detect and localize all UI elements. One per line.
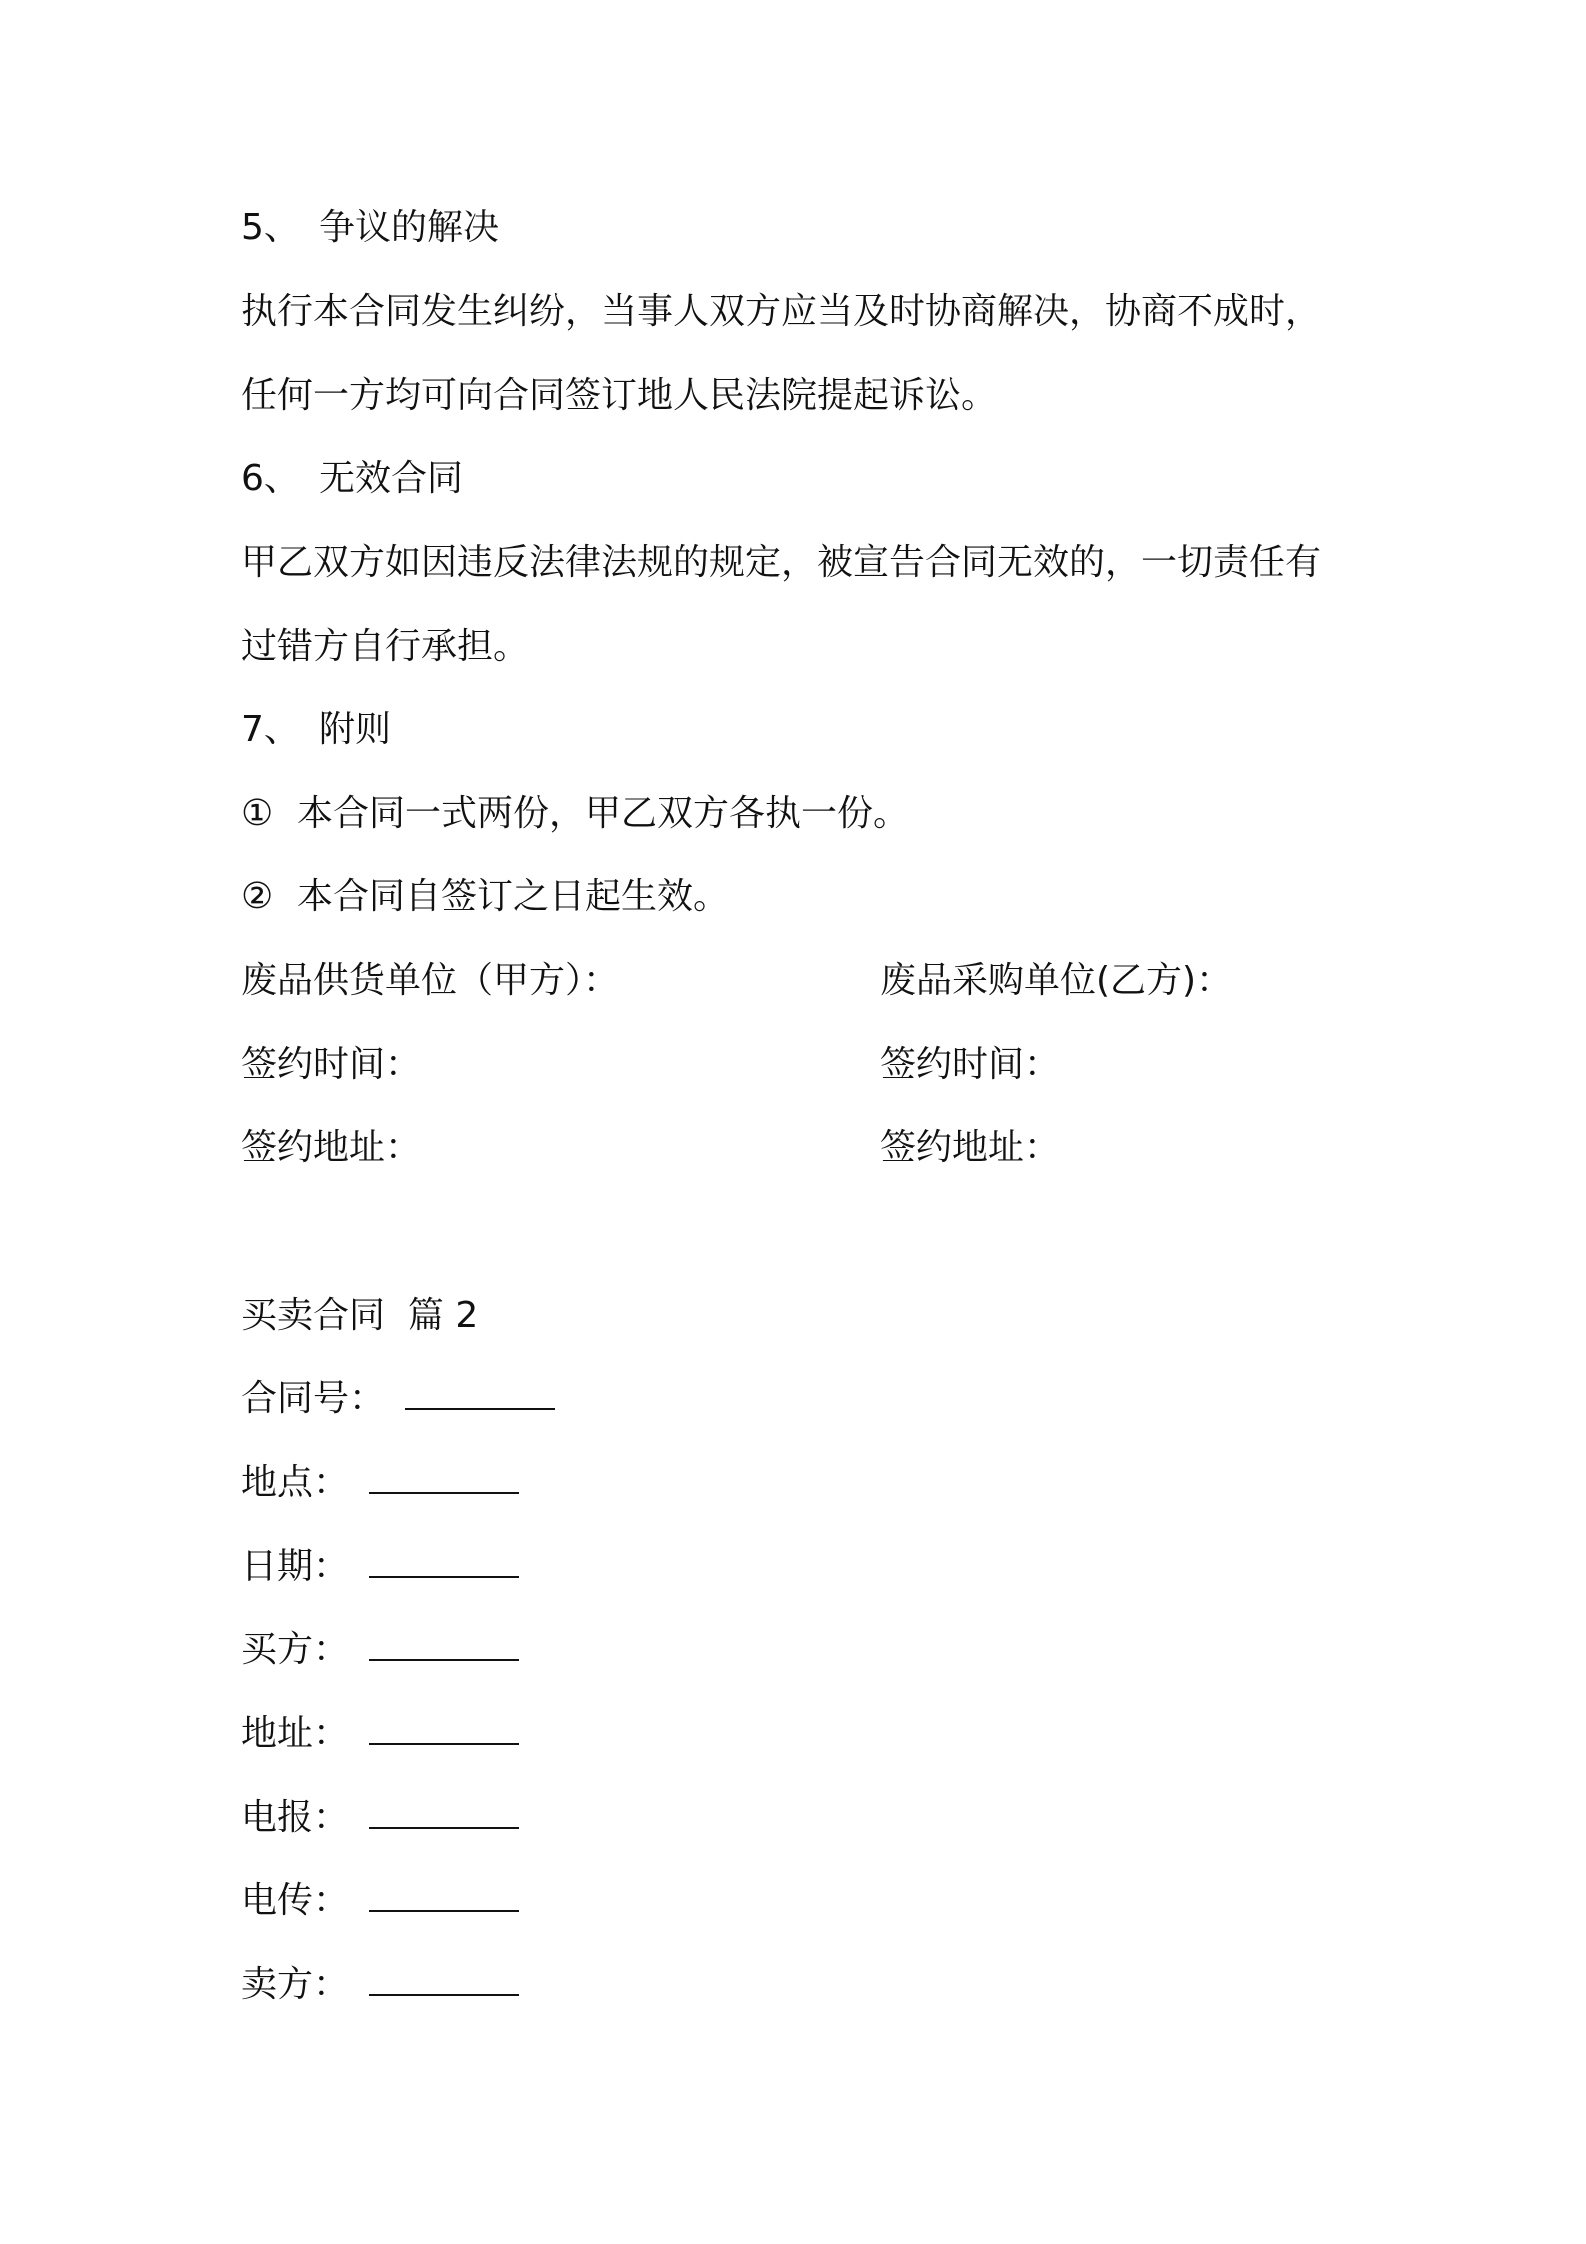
section-6-number: 6、 bbox=[241, 458, 300, 499]
section-5-paragraph-line-2: 任何一方均可向合同签订地人民法院提起诉讼。 bbox=[241, 375, 998, 416]
section-6-paragraph-line-1: 甲乙双方如因违反法律法规的规定，被宣告合同无效的，一切责任有 bbox=[241, 542, 1322, 583]
field-telex bbox=[241, 1877, 519, 1925]
item-2-text: 本合同自签订之日起生效。 bbox=[297, 876, 730, 917]
field-blank-line[interactable] bbox=[369, 1629, 519, 1661]
section-7-item-2 bbox=[241, 873, 729, 921]
contract-2-heading: 买卖合同 篇 2 bbox=[241, 1295, 479, 1336]
field-label: 地址： bbox=[241, 1713, 350, 1754]
field-blank-line[interactable] bbox=[405, 1378, 555, 1410]
field-blank-line[interactable] bbox=[369, 1964, 519, 1996]
field-label: 电传： bbox=[241, 1880, 350, 1921]
section-6-heading bbox=[241, 455, 463, 503]
item-2-mark: ② bbox=[241, 876, 274, 917]
section-7-title: 附则 bbox=[319, 709, 392, 750]
field-blank-line[interactable] bbox=[369, 1797, 519, 1829]
field-contract-number bbox=[241, 1375, 555, 1423]
field-label: 卖方： bbox=[241, 1964, 350, 2005]
field-telegram bbox=[241, 1794, 519, 1842]
field-label: 买方： bbox=[241, 1629, 350, 1670]
party-b-address-label: 签约地址： bbox=[880, 1127, 1061, 1168]
section-5-paragraph-line-1: 执行本合同发生纠纷，当事人双方应当及时协商解决，协商不成时， bbox=[241, 291, 1322, 332]
item-1-text: 本合同一式两份，甲乙双方各执一份。 bbox=[297, 793, 910, 834]
section-6-title: 无效合同 bbox=[319, 458, 464, 499]
section-7-item-1 bbox=[241, 790, 909, 838]
field-label: 地点： bbox=[241, 1462, 350, 1503]
field-address bbox=[241, 1710, 519, 1758]
section-5-number: 5、 bbox=[241, 207, 300, 248]
field-blank-line[interactable] bbox=[369, 1462, 519, 1494]
section-6-paragraph-line-2: 过错方自行承担。 bbox=[241, 626, 530, 667]
section-7-heading bbox=[241, 706, 391, 754]
field-location bbox=[241, 1459, 519, 1507]
item-1-mark: ① bbox=[241, 793, 274, 834]
section-5-heading bbox=[241, 204, 499, 252]
field-blank-line[interactable] bbox=[369, 1880, 519, 1912]
section-5-title: 争议的解决 bbox=[319, 207, 500, 248]
field-blank-line[interactable] bbox=[369, 1713, 519, 1745]
party-a-unit-label: 废品供货单位（甲方）： bbox=[241, 960, 620, 1001]
section-7-number: 7、 bbox=[241, 709, 300, 750]
field-seller bbox=[241, 1961, 519, 2009]
field-date bbox=[241, 1543, 519, 1591]
field-buyer bbox=[241, 1626, 519, 1674]
party-a-address-label: 签约地址： bbox=[241, 1127, 422, 1168]
field-label: 电报： bbox=[241, 1797, 350, 1838]
field-label: 日期： bbox=[241, 1546, 350, 1587]
party-a-time-label: 签约时间： bbox=[241, 1044, 422, 1085]
party-b-unit-label: 废品采购单位(乙方)： bbox=[880, 960, 1233, 1001]
field-blank-line[interactable] bbox=[369, 1546, 519, 1578]
party-b-time-label: 签约时间： bbox=[880, 1044, 1061, 1085]
field-label: 合同号： bbox=[241, 1378, 386, 1419]
